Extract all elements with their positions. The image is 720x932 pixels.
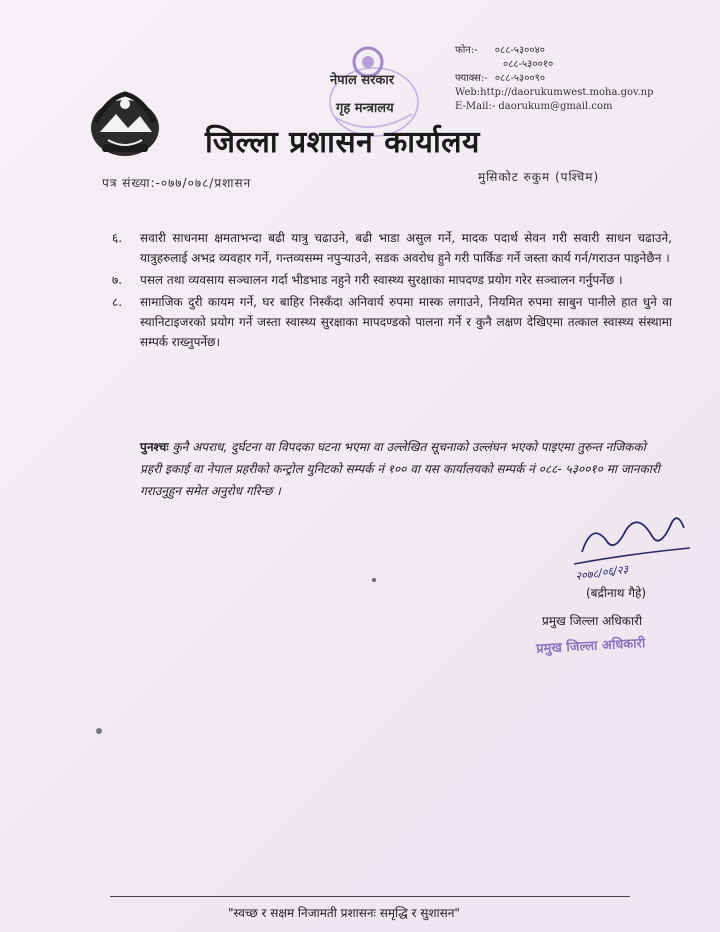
phone-1: ०८८-५३००४०	[494, 45, 545, 56]
handwritten-signature-icon	[568, 500, 698, 590]
postscript	[140, 436, 668, 502]
list-item	[112, 228, 672, 268]
govt-name: नेपाल सरकार	[330, 73, 395, 88]
signature-date: २०७८/०६/२३	[574, 562, 630, 583]
fax-row	[455, 72, 654, 86]
signer-name: (बद्रीनाथ गैहे)	[586, 586, 647, 600]
reference-number: पत्र संख्या:-०७७/०७८/प्रशासन	[102, 176, 252, 190]
phone-row-2	[455, 58, 654, 72]
item-number: ८.	[112, 295, 123, 309]
postscript-label: पुनश्चः	[140, 440, 169, 454]
official-seal: प्रमुख जिल्ला अधिकारी	[535, 636, 646, 657]
item-text: सवारी साधनमा क्षमताभन्दा बढी यात्रु चढाउने, बढी भाडा असुल गर्ने, मादक पदार्थ सेवन गरी सवारी साधन चढाउने, यात्रुहरुलाई अभद्र व्यवहार गर्ने, गन्तव्यसम्म नपुर्‍याउने, सडक अवरोध हुने गरी पार्किङ गर्ने जस्ता कार्य गर्न/गराउन पाइनेछैन ।	[140, 231, 672, 265]
notice-items	[112, 228, 672, 354]
phone-label: फोन:-	[455, 45, 478, 56]
list-item	[112, 270, 672, 290]
nepal-emblem-icon	[88, 88, 162, 160]
fax-label: फ्याक्स:-	[455, 73, 488, 84]
contact-block	[455, 44, 654, 114]
ministry-name: गृह मन्त्रालय	[336, 101, 394, 116]
postscript-text: कुनै अपराध, दुर्घटना वा विपदका घटना भएमा वा उल्लेखित सूचनाको उल्लंघन भएको पाइएमा तुरुन्त नजिकको प्रहरी इकाई वा नेपाल प्रहरीको कन्ट्रोल युनिटको सम्पर्क नं १०० वा यस कार्यालयको सम्पर्क नं ०८८- ५३००१० मा जानकारी गराउनुहुन समेत अनुरोध गरिन्छ ।	[140, 440, 660, 498]
phone-row	[455, 44, 654, 58]
web-url[interactable]: Web:http://daorukumwest.moha.gov.np	[455, 87, 654, 98]
footer-motto: "स्वच्छ र सक्षम निजामती प्रशासनः समृद्धि र सुशासन"	[228, 906, 460, 920]
email-address[interactable]: E-Mail:- daorukum@gmail.com	[455, 101, 613, 112]
signer-title: प्रमुख जिल्ला अधिकारी	[542, 614, 643, 628]
ink-dot	[372, 578, 376, 582]
ink-dot	[96, 728, 102, 734]
item-text: पसल तथा व्यवसाय सञ्चालन गर्दा भीडभाड नहुने गरी स्वास्थ्य सुरक्षाका मापदण्ड प्रयोग गरेर सञ्चालन गर्नुपर्नेछ ।	[140, 273, 623, 287]
item-text: सामाजिक दुरी कायम गर्ने, घर बाहिर निस्कँदा अनिवार्य रुपमा मास्क लगाउने, नियमित रुपमा साबुन पानीले हात धुने वा स्यानिटाइजरको प्रयोग गर्ने जस्ता स्वास्थ्य सुरक्षाका मापदण्डको पालना गर्ने र कुनै लक्षण देखिएमा तत्काल स्वास्थ्य संस्थामा सम्पर्क राख्नुपर्नेछ।	[140, 295, 672, 349]
phone-2: ०८८-५३००१०	[503, 59, 554, 70]
item-number: ६.	[112, 231, 123, 245]
footer-divider	[110, 896, 630, 897]
fax-number: ०८८-५३००९०	[494, 73, 546, 84]
office-title: जिल्ला प्रशासन कार्यालय	[205, 125, 480, 160]
list-item	[112, 292, 672, 352]
item-number: ७.	[112, 273, 123, 287]
office-location: मुसिकोट रुकुम (पश्चिम)	[478, 170, 600, 184]
